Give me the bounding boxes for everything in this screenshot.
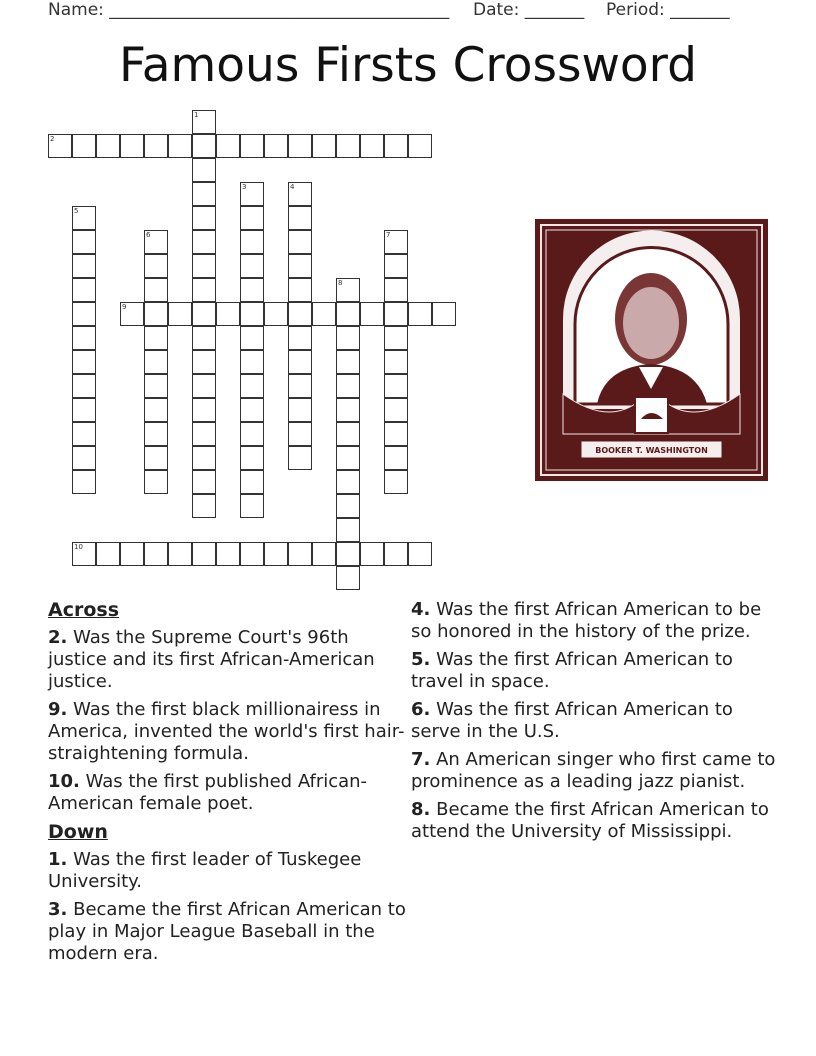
crossword-cell[interactable] <box>72 398 96 422</box>
clue-item <box>411 599 781 643</box>
clue-number: 9. <box>48 699 68 720</box>
clue-number: 1 <box>194 111 199 119</box>
clue-item <box>48 699 408 765</box>
crossword-cell[interactable] <box>192 470 216 494</box>
crossword-cell[interactable] <box>384 374 408 398</box>
crossword-cell[interactable] <box>288 206 312 230</box>
booker-washington-portrait <box>535 219 768 481</box>
clue-number: 5. <box>411 649 431 670</box>
crossword-cell[interactable] <box>216 302 240 326</box>
crossword-cell[interactable] <box>144 134 168 158</box>
crossword-cell[interactable] <box>240 374 264 398</box>
clue-text: Was the first African American to serve in the U.S. <box>411 699 733 742</box>
crossword-cell[interactable] <box>120 542 144 566</box>
crossword-cell[interactable] <box>336 134 360 158</box>
crossword-cell[interactable] <box>360 542 384 566</box>
crossword-cell[interactable] <box>72 302 96 326</box>
clues-left-column <box>48 599 408 971</box>
crossword-cell[interactable] <box>72 254 96 278</box>
crossword-cell[interactable] <box>72 326 96 350</box>
crossword-cell[interactable] <box>144 542 168 566</box>
clue-text: Became the first African American to attend the University of Mississippi. <box>411 799 769 842</box>
crossword-cell[interactable] <box>120 302 144 326</box>
clue-text: Was the first African American to travel in space. <box>411 649 733 692</box>
crossword-cell[interactable] <box>192 110 216 134</box>
crossword-cell[interactable] <box>144 398 168 422</box>
clue-number: 5 <box>74 207 79 215</box>
crossword-cell[interactable] <box>264 134 288 158</box>
crossword-cell[interactable] <box>72 206 96 230</box>
down-clue-list-right <box>411 599 781 843</box>
crossword-cell[interactable] <box>240 350 264 374</box>
clue-text: Was the first leader of Tuskegee University. <box>48 849 362 892</box>
crossword-cell[interactable] <box>240 254 264 278</box>
crossword-cell[interactable] <box>240 542 264 566</box>
crossword-cell[interactable] <box>48 134 72 158</box>
clue-item <box>411 799 781 843</box>
clue-text: Was the first African American to be so honored in the history of the prize. <box>411 599 762 642</box>
clue-number: 9 <box>122 303 127 311</box>
clue-item <box>48 771 408 815</box>
crossword-cell[interactable] <box>288 398 312 422</box>
down-clue-list-left <box>48 849 408 965</box>
crossword-cell[interactable] <box>216 134 240 158</box>
crossword-cell[interactable] <box>264 302 288 326</box>
crossword-cell[interactable] <box>192 278 216 302</box>
crossword-cell[interactable] <box>312 302 336 326</box>
crossword-cell[interactable] <box>192 374 216 398</box>
crossword-cell[interactable] <box>192 182 216 206</box>
crossword-cell[interactable] <box>408 134 432 158</box>
portrait-caption: BOOKER T. WASHINGTON <box>595 446 708 455</box>
crossword-cell[interactable] <box>144 470 168 494</box>
crossword-cell[interactable] <box>336 542 360 566</box>
crossword-cell[interactable] <box>288 446 312 470</box>
crossword-cell[interactable] <box>336 518 360 542</box>
clues-right-column <box>411 599 781 849</box>
crossword-cell[interactable] <box>192 230 216 254</box>
crossword-cell[interactable] <box>168 302 192 326</box>
crossword-cell[interactable] <box>336 326 360 350</box>
clue-text: Was the first black millionairess in America, invented the world's first hair- straightening formula. <box>48 699 405 764</box>
clue-number: 6. <box>411 699 431 720</box>
crossword-cell[interactable] <box>288 350 312 374</box>
clue-item <box>48 899 408 965</box>
crossword-cell[interactable] <box>240 326 264 350</box>
crossword-cell[interactable] <box>288 182 312 206</box>
crossword-cell[interactable] <box>192 302 216 326</box>
clue-number: 6 <box>146 231 151 239</box>
crossword-cell[interactable] <box>192 446 216 470</box>
clue-number: 8 <box>338 279 343 287</box>
crossword-cell[interactable] <box>144 374 168 398</box>
crossword-cell[interactable] <box>96 134 120 158</box>
crossword-cell[interactable] <box>384 422 408 446</box>
crossword-cell[interactable] <box>144 326 168 350</box>
crossword-cell[interactable] <box>408 542 432 566</box>
clue-number: 2. <box>48 627 68 648</box>
crossword-cell[interactable] <box>240 134 264 158</box>
crossword-cell[interactable] <box>288 230 312 254</box>
crossword-cell[interactable] <box>288 542 312 566</box>
crossword-cell[interactable] <box>432 302 456 326</box>
crossword-cell[interactable] <box>72 422 96 446</box>
crossword-cell[interactable] <box>336 470 360 494</box>
crossword-cell[interactable] <box>336 566 360 590</box>
crossword-cell[interactable] <box>336 374 360 398</box>
clue-number: 10 <box>74 543 83 551</box>
crossword-cell[interactable] <box>336 494 360 518</box>
crossword-cell[interactable] <box>384 230 408 254</box>
clue-number: 3. <box>48 899 68 920</box>
crossword-cell[interactable] <box>240 398 264 422</box>
crossword-cell[interactable] <box>120 134 144 158</box>
crossword-cell[interactable] <box>336 302 360 326</box>
crossword-cell[interactable] <box>408 302 432 326</box>
clue-item <box>411 649 781 693</box>
clue-text: Became the first African American to play in Major League Baseball in the modern era. <box>48 899 406 964</box>
crossword-cell[interactable] <box>192 134 216 158</box>
crossword-cell[interactable] <box>144 254 168 278</box>
crossword-cell[interactable] <box>240 470 264 494</box>
crossword-cell[interactable] <box>192 494 216 518</box>
crossword-cell[interactable] <box>72 278 96 302</box>
crossword-cell[interactable] <box>72 230 96 254</box>
crossword-cell[interactable] <box>336 278 360 302</box>
clue-item <box>411 749 781 793</box>
clue-text: An American singer who first came to prominence as a leading jazz pianist. <box>411 749 776 792</box>
crossword-cell[interactable] <box>192 158 216 182</box>
down-heading: Down <box>48 821 108 843</box>
crossword-cell[interactable] <box>288 134 312 158</box>
clue-number: 3 <box>242 183 247 191</box>
crossword-cell[interactable] <box>336 350 360 374</box>
crossword-cell[interactable] <box>288 254 312 278</box>
crossword-cell[interactable] <box>240 422 264 446</box>
crossword-cell[interactable] <box>360 302 384 326</box>
crossword-cell[interactable] <box>192 254 216 278</box>
clue-number: 2 <box>50 135 55 143</box>
crossword-cell[interactable] <box>336 398 360 422</box>
crossword-cell[interactable] <box>384 398 408 422</box>
clue-number: 7 <box>386 231 391 239</box>
crossword-cell[interactable] <box>384 302 408 326</box>
crossword-cell[interactable] <box>264 542 288 566</box>
clue-item <box>48 627 408 693</box>
crossword-cell[interactable] <box>336 422 360 446</box>
crossword-cell[interactable] <box>168 134 192 158</box>
crossword-cell[interactable] <box>288 374 312 398</box>
crossword-cell[interactable] <box>240 494 264 518</box>
crossword-cell[interactable] <box>384 134 408 158</box>
crossword-cell[interactable] <box>144 278 168 302</box>
crossword-cell[interactable] <box>312 134 336 158</box>
crossword-cell[interactable] <box>384 350 408 374</box>
across-heading: Across <box>48 599 120 621</box>
crossword-cell[interactable] <box>240 278 264 302</box>
across-clue-list <box>48 627 408 815</box>
crossword-cell[interactable] <box>240 182 264 206</box>
crossword-cell[interactable] <box>144 302 168 326</box>
crossword-cell[interactable] <box>192 326 216 350</box>
crossword-cell[interactable] <box>240 230 264 254</box>
crossword-cell[interactable] <box>72 374 96 398</box>
crossword-cell[interactable] <box>192 422 216 446</box>
crossword-cell[interactable] <box>288 422 312 446</box>
page-title: Famous Firsts Crossword <box>119 38 697 93</box>
portrait-face <box>623 287 679 359</box>
crossword-cell[interactable] <box>144 350 168 374</box>
clue-number: 4 <box>290 183 295 191</box>
crossword-cell[interactable] <box>192 542 216 566</box>
crossword-cell[interactable] <box>72 542 96 566</box>
crossword-cell[interactable] <box>96 542 120 566</box>
crossword-cell[interactable] <box>384 326 408 350</box>
clue-number: 10. <box>48 771 80 792</box>
crossword-cell[interactable] <box>240 446 264 470</box>
crossword-cell[interactable] <box>384 470 408 494</box>
crossword-cell[interactable] <box>144 422 168 446</box>
crossword-cell[interactable] <box>336 446 360 470</box>
clue-text: Was the first published African-American female poet. <box>48 771 368 814</box>
crossword-cell[interactable] <box>360 134 384 158</box>
crossword-cell[interactable] <box>192 350 216 374</box>
crossword-cell[interactable] <box>144 446 168 470</box>
crossword-cell[interactable] <box>288 326 312 350</box>
crossword-cell[interactable] <box>72 446 96 470</box>
crossword-cell[interactable] <box>384 542 408 566</box>
crossword-cell[interactable] <box>384 446 408 470</box>
crossword-cell[interactable] <box>192 398 216 422</box>
clue-number: 1. <box>48 849 68 870</box>
crossword-cell[interactable] <box>216 542 240 566</box>
crossword-cell[interactable] <box>168 542 192 566</box>
clue-item <box>48 849 408 893</box>
date-field-label[interactable]: Date: _______ <box>473 0 585 20</box>
crossword-cell[interactable] <box>192 206 216 230</box>
crossword-cell[interactable] <box>288 278 312 302</box>
crossword-cell[interactable] <box>240 302 264 326</box>
crossword-cell[interactable] <box>240 206 264 230</box>
clue-number: 8. <box>411 799 431 820</box>
clue-number: 4. <box>411 599 431 620</box>
clue-number: 7. <box>411 749 431 770</box>
crossword-cell[interactable] <box>72 470 96 494</box>
clue-text: Was the Supreme Court's 96th justice and its first African-American justice. <box>48 627 375 692</box>
period-field-label[interactable]: Period: _______ <box>606 0 730 20</box>
crossword-cell[interactable] <box>384 278 408 302</box>
name-field-label[interactable]: Name: ________________________________________ <box>48 0 450 20</box>
clue-item <box>411 699 781 743</box>
crossword-cell[interactable] <box>312 542 336 566</box>
crossword-cell[interactable] <box>72 350 96 374</box>
crossword-cell[interactable] <box>384 254 408 278</box>
crossword-cell[interactable] <box>288 302 312 326</box>
crossword-cell[interactable] <box>144 230 168 254</box>
crossword-cell[interactable] <box>72 134 96 158</box>
